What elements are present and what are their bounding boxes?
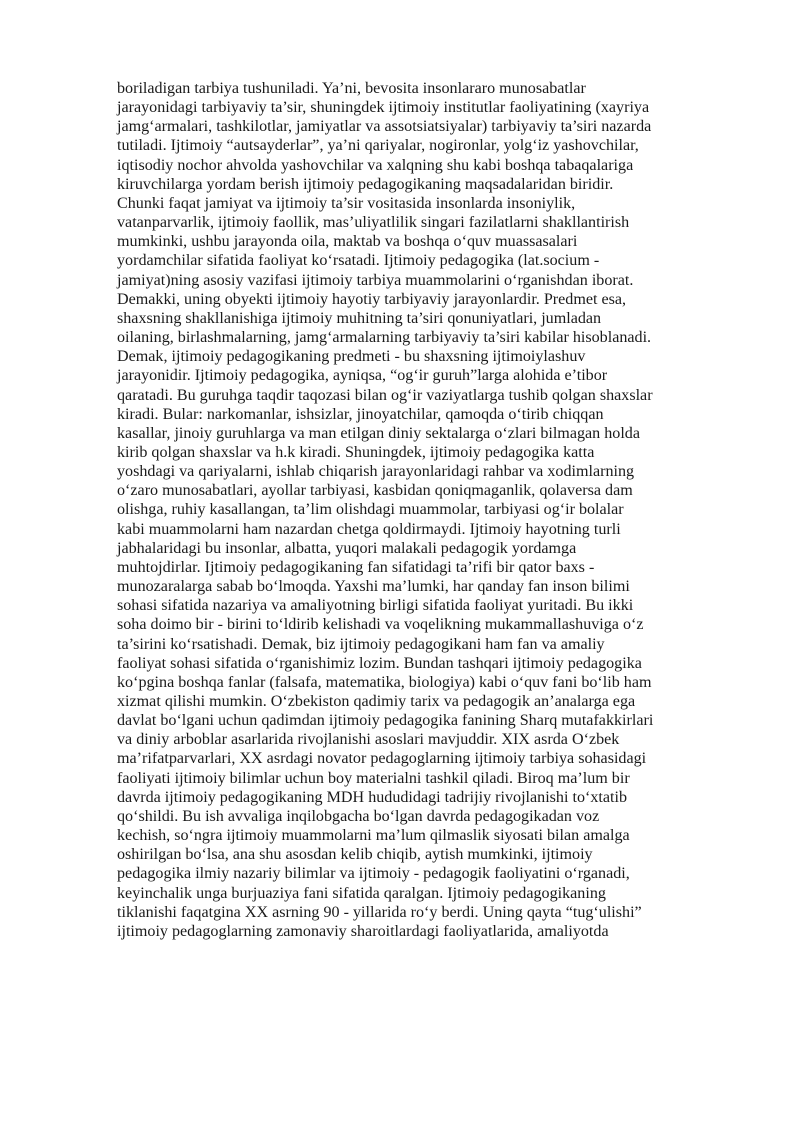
text-line: soha doimo bir - birini to‘ldirib kelishadi va voqelikning mukammallashuviga o‘z — [117, 616, 644, 634]
text-line: shaxsning shakllanishiga ijtimoiy muhitning ta’siri qonuniyatlari, jumladan — [117, 309, 602, 327]
text-line: kechish, so‘ngra ijtimoiy muammolarni ma’lum qilmaslik siyosati bilan amalga — [117, 827, 630, 845]
text-line: boriladigan tarbiya tushuniladi. Ya’ni, bevosita insonlararo munosabatlar — [117, 80, 586, 97]
text-line: pedagogika ilmiy nazariy bilimlar va ijtimoiy - pedagogik faoliyatini o‘rganadi, — [117, 865, 630, 883]
text-line: kiruvchilarga yordam berish ijtimoiy pedagogikaning maqsadalaridan biridir. — [117, 175, 614, 193]
text-line: o‘zaro munosabatlari, ayollar tarbiyasi, kasbidan qoniqmaganlik, qolaversa dam — [117, 482, 633, 500]
text-line: qo‘shildi. Bu ish avvaliga inqilobgacha bo‘lgan davrda pedagogikadan voz — [117, 807, 600, 825]
text-line: faoliyati ijtimoiy bilimlar uchun boy materialni tashkil qiladi. Biroq ma’lum bir — [117, 769, 630, 787]
text-line: olishga, ruhiy kasallangan, ta’lim olishdagi muammolar, tarbiyasi og‘ir bolalar — [117, 501, 624, 519]
text-line: davlat bo‘lgani uchun qadimdan ijtimoiy pedagogika fanining Sharq mutafakkirlari — [117, 712, 654, 730]
text-line: yoshdagi va qariyalarni, ishlab chiqarish jarayonlaridagi rahbar va xodimlarning — [117, 463, 635, 481]
text-line: iqtisodiy nochor ahvolda yashovchilar va xalqning shu kabi boshqa tabaqalariga — [117, 156, 634, 174]
text-line: ma’rifatparvarlari, XX asrdagi novator pedagoglarning ijtimoiy tarbiya sohasidagi — [117, 750, 647, 768]
text-line: sohasi sifatida nazariya va amaliyotning birligi sifatida faoliyat yuritadi. Bu ikki — [117, 597, 634, 615]
text-line: munozaralarga sabab bo‘lmoqda. Yaxshi ma’lumki, har qanday fan inson bilimi — [117, 578, 630, 596]
text-line: xizmat qilishi mumkin. O‘zbekiston qadimiy tarix va pedagogik an’analarga ega — [117, 693, 636, 710]
text-line: kasallar, jinoiy guruhlarga va man etilgan diniy sektalarga o‘zlari bilmagan holda — [117, 424, 640, 442]
text-line: Demakki, uning obyekti ijtimoiy hayotiy tarbiyaviy jarayonlardir. Predmet esa, — [117, 290, 627, 308]
text-line: keyinchalik unga burjuaziya fani sifatida qaralgan. Ijtimoiy pedagogikaning — [117, 884, 606, 902]
text-line: ijtimoiy pedagoglarning zamonaviy sharoitlardagi faoliyatlarida, amaliyotda — [117, 922, 609, 940]
text-line: ta’sirini ko‘rsatishadi. Demak, biz ijtimoiy pedagogikani ham fan va amaliy — [117, 635, 605, 653]
text-line: jamg‘armalari, tashkilotlar, jamiyatlar va assotsiatsiyalar) tarbiyaviy ta’siri nazarda — [117, 118, 652, 136]
text-line: mumkinki, ushbu jarayonda oila, maktab va boshqa o‘quv muassasalari — [117, 233, 578, 251]
text-line: vatanparvarlik, ijtimoiy faollik, mas’uliyatlilik singari fazilatlarni shakllantirish — [117, 214, 630, 232]
text-line: jarayonidagi tarbiyaviy ta’sir, shuningdek ijtimoiy institutlar faoliyatining (xayriya — [117, 99, 650, 117]
text-line: tiklanishi faqatgina XX asrning 90 - yillarida ro‘y berdi. Uning qayta “tug‘ulishi” — [117, 903, 642, 921]
text-line: muhtojdirlar. Ijtimoiy pedagogikaning fan sifatidagi ta’rifi bir qator baxs - — [117, 558, 595, 576]
text-line: jarayonidir. Ijtimoiy pedagogika, ayniqsa, “og‘ir guruh”larga alohida e’tibor — [117, 367, 608, 385]
text-line: oilaning, birlashmalarning, jamg‘armalarning tarbiyaviy ta’siri kabilar hisoblanadi. — [117, 329, 652, 347]
text-line: jabhalaridagi bu insonlar, albatta, yuqori malakali pedagogik yordamga — [117, 539, 577, 557]
text-line: jamiyat)ning asosiy vazifasi ijtimoiy tarbiya muammolarini o‘rganishdan iborat. — [117, 271, 634, 289]
text-line: Demak, ijtimoiy pedagogikaning predmeti - bu shaxsning ijtimoiylashuv — [117, 348, 586, 366]
text-line: davrda ijtimoiy pedagogikaning MDH hududidagi tadrijiy rivojlanishi to‘xtatib — [117, 788, 628, 806]
text-line: faoliyat sohasi sifatida o‘rganishimiz lozim. Bundan tashqari ijtimoiy pedagogika — [117, 654, 642, 672]
text-line: yordamchilar sifatida faoliyat ko‘rsatadi. Ijtimoiy pedagogika (lat.socium - — [117, 252, 600, 270]
text-line: oshirilgan bo‘lsa, ana shu asosdan kelib chiqib, aytish mumkinki, ijtimoiy — [117, 846, 593, 864]
text-line: kabi muammolarni ham nazardan chetga qoldirmaydi. Ijtimoiy hayotning turli — [117, 520, 621, 538]
text-line: qaratadi. Bu guruhga taqdir taqozasi bilan og‘ir vaziyatlarga tushib qolgan shaxslar — [117, 386, 653, 404]
text-line: kirib qolgan shaxslar va h.k kiradi. Shuningdek, ijtimoiy pedagogika katta — [117, 443, 595, 461]
text-line: va diniy arboblar asarlarida rivojlanishi asoslari mavjuddir. XIX asrda O‘zbek — [117, 731, 620, 749]
text-line: ko‘pgina boshqa fanlar (falsafa, matematika, biologiya) kabi o‘quv fani bo‘lib ham — [117, 673, 652, 691]
body-text — [117, 79, 717, 941]
text-line: Chunki faqat jamiyat va ijtimoiy ta’sir vositasida insonlarda insoniylik, — [117, 194, 576, 212]
text-line: kiradi. Bular: narkomanlar, ishsizlar, jinoyatchilar, qamoqda o‘tirib chiqqan — [117, 405, 604, 423]
text-line: tutiladi. Ijtimoiy “autsayderlar”, ya’ni qariyalar, nogironlar, yolg‘iz yashovchilar, — [117, 137, 639, 155]
